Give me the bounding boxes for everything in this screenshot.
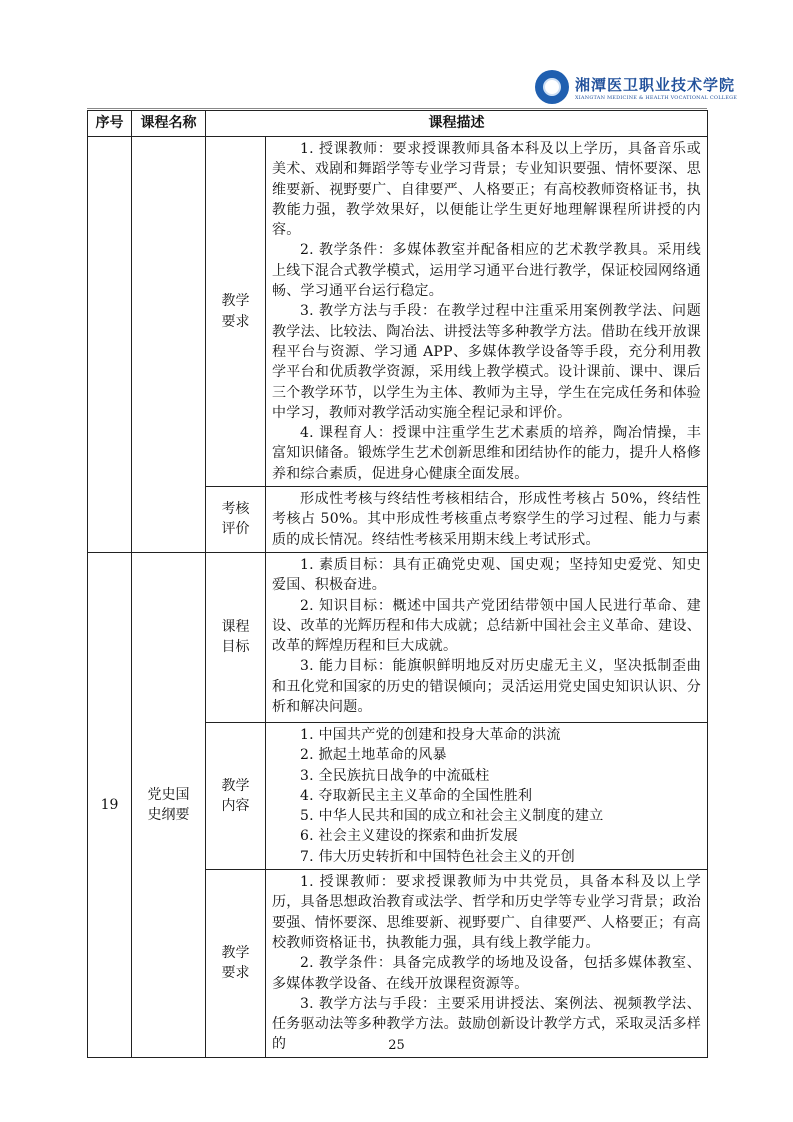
paragraph: 4. 课程育人：授课中注重学生艺术素质的培养，陶冶情操，丰富知识储备。锻炼学生艺术创新思维和团结协作的能力，提升人格修养和综合素质，促进身心健康全面发展。 (272, 425, 701, 482)
course-number: 19 (88, 552, 132, 1057)
row-label: 教学内容 (206, 722, 266, 869)
logo-english-name: XIANGTAN MEDICINE & HEALTH VOCATIONAL COLLEGE (575, 94, 738, 101)
paragraph: 3. 能力目标：能旗帜鲜明地反对历史虚无主义，坚决抵制歪曲和丑化党和国家的历史的错误倾向；灵活运用党史国史知识认识、分析和解决问题。 (272, 658, 701, 716)
paragraph: 2. 教学条件：具备完成教学的场地及设备，包括多媒体教室、多媒体教学设备、在线开放课程资源等。 (272, 955, 701, 992)
row-description (266, 722, 708, 869)
paragraph: 3. 教学方法与手段：在教学过程中注重采用案例教学法、问题教学法、比较法、陶冶法、讲授法等多种教学方法。借助在线开放课程平台与资源、学习通 APP、多媒体教学设备等手段，充分利用教学平台和优质教学资源，采用线上教学模式。设计课前、课中、课后三个教学环节，以学生为主体、教师为主导，学生在完成任务和体验中学习，教师对教学活动实施全程记录和评价。 (272, 303, 701, 421)
college-logo (535, 70, 737, 104)
logo-chinese-name: 湘潭医卫职业技术学院 (575, 75, 736, 94)
row-description (266, 137, 708, 487)
row-description (266, 870, 708, 1058)
paragraph: 形成性考核与终结性考核相结合，形成性考核占 50%，终结性考核占 50%。其中形成性考核重点考察学生的学习过程、能力与素质的成长情况。终结性考核采用期末线上考试形式。 (272, 491, 701, 548)
list-item: 2. 掀起土地革命的风暴 (300, 747, 447, 764)
paragraph: 3. 教学方法与手段：主要采用讲授法、案例法、视频教学法、任务驱动法等多种教学方法。鼓励创新设计教学方式，采取灵活多样的 (272, 995, 701, 1053)
row-label: 考核评价 (206, 487, 266, 553)
paragraph: 2. 教学条件：多媒体教室并配备相应的艺术教学教具。采用线上线下混合式教学模式，运用学习通平台进行教学，保证校园网络通畅、学习通平台运行稳定。 (272, 242, 701, 300)
list-item: 1. 中国共产党的创建和投身大革命的洪流 (300, 726, 561, 743)
header-number: 序号 (88, 111, 132, 137)
page-number: 25 (388, 1038, 405, 1053)
row-description (266, 487, 708, 553)
paragraph: 1. 授课教师：要求授课教师为中共党员，具备本科及以上学历，具备思想政治教育或法学、哲学和历史学等专业学习背景；政治要强、情怀要深、思维要新、视野要广、自律要严、人格要正；有高校教师资格证书，执教能力强，具有线上教学能力。 (272, 874, 701, 951)
header-course-description: 课程描述 (206, 111, 708, 137)
table-row (88, 137, 708, 487)
list-item: 7. 伟大历史转折和中国特色社会主义的开创 (300, 848, 576, 865)
list-item: 3. 全民族抗日战争的中流砥柱 (300, 767, 490, 784)
list-item: 4. 夺取新民主主义革命的全国性胜利 (300, 787, 533, 804)
paragraph: 1. 素质目标：具有正确党史观、国史观；坚持知史爱党、知史爱国、积极奋进。 (272, 556, 701, 594)
row-description (266, 552, 708, 722)
row-label: 课程目标 (206, 552, 266, 722)
paragraph: 2. 知识目标：概述中国共产党团结带领中国人民进行革命、建设、改革的光辉历程和伟大成就；总结新中国社会主义革命、建设、改革的辉煌历程和巨大成就。 (272, 597, 701, 655)
row-label: 教学要求 (206, 137, 266, 487)
list-item: 6. 社会主义建设的探索和曲折发展 (300, 828, 519, 845)
paragraph: 1. 授课教师：要求授课教师具备本科及以上学历，具备音乐或美术、戏剧和舞蹈学等专业学习背景；专业知识要强、情怀要深、思维要新、视野要广、自律要严、人格要正；有高校教师资格证书，执教能力强，教学效果好，以便能让学生更好地理解课程所讲授的内容。 (272, 141, 701, 239)
college-seal-icon (535, 70, 569, 104)
header-course-name: 课程名称 (132, 111, 206, 137)
header-rule (87, 108, 707, 109)
prev-number-cell (88, 137, 132, 553)
course-table (87, 110, 708, 1058)
prev-name-cell (132, 137, 206, 553)
table-header-row (88, 111, 708, 137)
course-name: 党史国史纲要 (132, 552, 206, 1057)
row-label: 教学要求 (206, 870, 266, 1058)
table-row (88, 552, 708, 722)
list-item: 5. 中华人民共和国的成立和社会主义制度的建立 (300, 808, 604, 825)
